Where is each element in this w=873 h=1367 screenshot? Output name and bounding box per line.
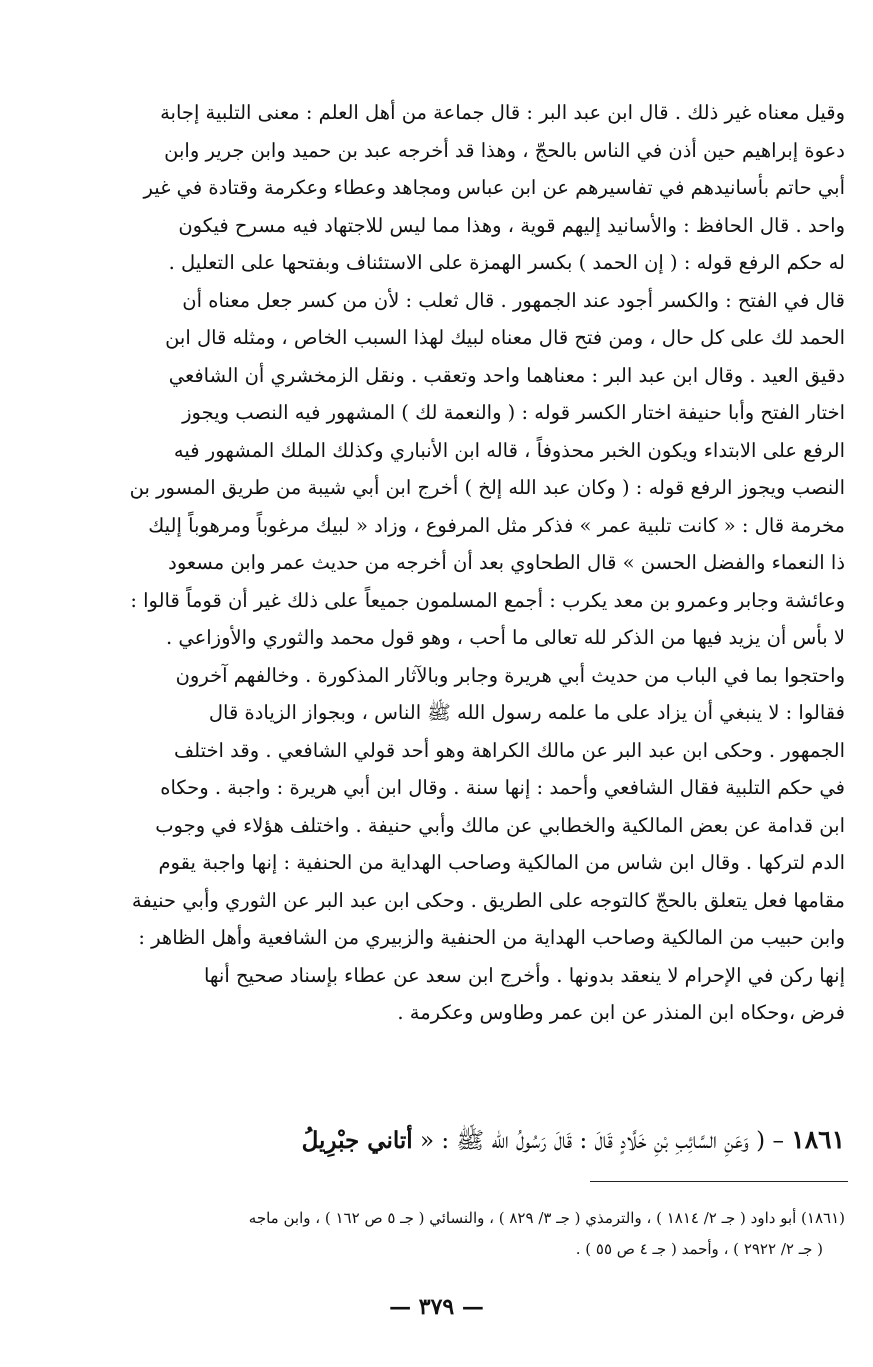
- hadith-number: ١٨٦١: [791, 1125, 845, 1154]
- commentary-body: [68, 94, 845, 1032]
- footnote-line: (١٨٦١) أبو داود ( جـ ٢/ ١٨١٤ ) ، والترمذي ( جـ ٣/ ٨٢٩ ) ، والنسائي ( جـ ٥ ص ١٦٢ ) ، وابن ماجه: [248, 1209, 845, 1227]
- body-line: أبي حاتم بأسانيدهم في تفاسيرهم عن ابن عباس ومجاهد وعطاء وعكرمة وقتادة في غير: [143, 176, 845, 199]
- body-line: قال في الفتح : والكسر أجود عند الجمهور . قال ثعلب : لأن من كسر جعل معناه أن: [182, 288, 845, 312]
- body-line: دعوة إبراهيم حين أذن في الناس بالحجّ ، وهذا قد أخرجه عبد بن حميد وابن جرير وابن: [164, 138, 845, 162]
- body-line: النصب ويجوز الرفع قوله : ( وكان عبد الله إلخ ) أخرج ابن أبي شيبة من طريق المسور بن: [129, 476, 845, 499]
- body-line: الحمد لك على كل حال ، ومن فتح قال معناه لبيك لهذا السبب الخاص ، ومثله قال ابن: [165, 326, 845, 349]
- body-line: وابن حبيب من المالكية وصاحب الهداية من الحنفية والزبيري من الشافعية وأهل الظاهر :: [138, 926, 845, 949]
- body-line: وقيل معناه غير ذلك . قال ابن عبد البر : قال جماعة من أهل العلم : معنى التلبية إجابة: [160, 101, 845, 124]
- body-line: فرض ،وحكاه ابن المنذر عن ابن عمر وطاوس وعكرمة .: [397, 1001, 845, 1024]
- hadith-text-bold: أتاني جبْرِيلُ: [301, 1127, 413, 1154]
- body-line: مخرمة قال : « كانت تلبية عمر » فذكر مثل المرفوع ، وزاد « لبيك مرغوباً ومرهوباً إليك: [148, 513, 845, 537]
- hadith-heading: [68, 1118, 845, 1162]
- body-line: ذا النعماء والفضل الحسن » قال الطحاوي بعد أن أخرجه من حديث عمر وابن مسعود: [168, 551, 845, 574]
- body-line: في حكم التلبية فقال الشافعي وأحمد : إنها سنة . وقال ابن أبي هريرة : واجبة . وحكاه: [160, 776, 845, 799]
- body-line: مقامها فعل يتعلق بالحجّ كالتوجه على الطريق . وحكى ابن عبد البر عن الثوري وأبي حنيفة: [131, 888, 845, 912]
- body-line: إنها ركن في الإحرام لا ينعقد بدونها . وأخرج ابن سعد عن عطاء بإسناد صحيح أنها: [203, 963, 845, 987]
- body-line: واحد . قال الحافظ : والأسانيد إليهم قوية ، وهذا مما ليس للاجتهاد فيه مسرح فيكون: [178, 213, 845, 237]
- hadith-text: ( وَعَنِ السَّائِبِ بْنِ خَلَّادٍ قَالَ : قَالَ رَسُولُ الله ﷺ : «: [419, 1128, 766, 1154]
- body-line: فقالوا : لا ينبغي أن يزاد على ما علمه رسول الله ﷺ الناس ، وبجواز الزيادة قال: [208, 701, 845, 724]
- footnote-line: ( جـ ٢/ ٢٩٢٢ ) ، وأحمد ( جـ ٤ ص ٥٥ ) .: [575, 1240, 823, 1258]
- body-line: الدم لتركها . وقال ابن شاس من المالكية وصاحب الهداية من الحنفية : إنها واجبة يقوم: [158, 851, 845, 874]
- footnote-divider: [590, 1181, 848, 1182]
- footnotes: [68, 1203, 845, 1265]
- body-line: له حكم الرفع قوله : ( إن الحمد ) بكسر الهمزة على الاستئناف وبفتحها على التعليل .: [168, 251, 845, 274]
- hadith-dash: –: [772, 1128, 784, 1154]
- body-line: ابن قدامة عن بعض المالكية والخطابي عن مالك وأبي حنيفة . واختلف هؤلاء في وجوب: [155, 813, 845, 837]
- body-line: الجمهور . وحكى ابن عبد البر عن مالك الكراهة وهو أحد قولي الشافعي . وقد اختلف: [173, 738, 845, 762]
- body-line: الرفع على الابتداء ويكون الخبر محذوفاً ، قاله ابن الأنباري وكذلك الملك المشهور فيه: [173, 438, 845, 462]
- body-line: اختار الفتح وأبا حنيفة اختار الكسر قوله : ( والنعمة لك ) المشهور فيه النصب ويجوز: [182, 401, 845, 424]
- page-number: — ٣٧٩ —: [389, 1294, 484, 1320]
- body-line: واحتجوا بما في الباب من حديث أبي هريرة وجابر وبالآثار المذكورة . وخالفهم آخرون: [175, 663, 845, 687]
- body-line: لا بأس أن يزيد فيها من الذكر لله تعالى ما أحب ، وهو قول محمد والثوري والأوزاعي .: [165, 626, 845, 649]
- body-line: وعائشة وجابر وعمرو بن معد يكرب : أجمع المسلمون جميعاً على ذلك غير أن قوماً قالوا :: [130, 588, 845, 612]
- body-line: دقيق العيد . وقال ابن عبد البر : معناهما واحد وتعقب . ونقل الزمخشري أن الشافعي: [168, 363, 845, 387]
